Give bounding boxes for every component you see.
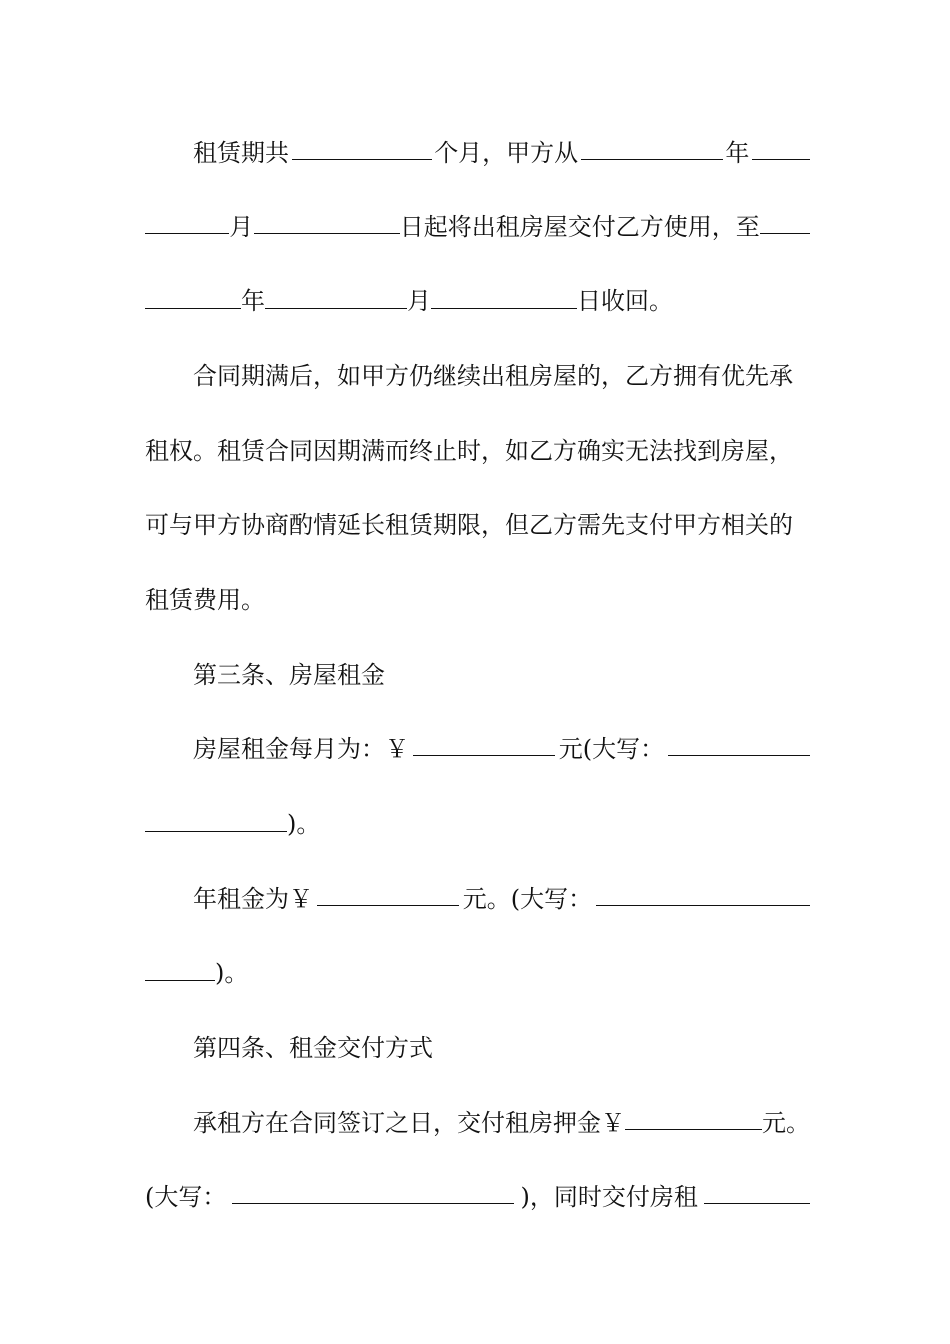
month-label: 月 [229, 213, 254, 241]
start-month-blank[interactable] [145, 211, 229, 234]
lease-term-line-3 [145, 285, 810, 317]
year-label: 年 [725, 139, 750, 167]
renewal-line-2: 租权。租赁合同因期满而终止时，如乙方确实无法找到房屋， [145, 437, 793, 465]
lease-term-text: 个月，甲方从 [434, 139, 579, 167]
year-label: 年 [241, 287, 265, 315]
annual-rent-amount-blank[interactable] [317, 883, 459, 906]
annual-rent-close: )。 [215, 959, 249, 987]
months-blank[interactable] [292, 137, 432, 160]
article-4-heading: 第四条、租金交付方式 [193, 1034, 433, 1062]
annual-rent-text: 元。(大写： [462, 885, 593, 913]
lease-term-line-1 [193, 137, 810, 169]
renewal-line-1: 合同期满后，如甲方仍继续出租房屋的，乙方拥有优先承 [193, 362, 793, 390]
lease-term-text: 日起将出租房屋交付乙方使用，至 [399, 213, 760, 241]
start-day-blank[interactable] [254, 211, 400, 234]
annual-rent-words-blank-cont[interactable] [145, 958, 215, 981]
annual-rent-words-blank[interactable] [596, 883, 810, 906]
deposit-line [193, 1107, 810, 1139]
deposit-text: (大写： [145, 1183, 227, 1211]
end-year-blank-cont[interactable] [145, 286, 241, 309]
end-day-blank[interactable] [431, 286, 577, 309]
lease-term-text: 日收回。 [577, 287, 673, 315]
start-year-blank-cont[interactable] [752, 137, 810, 160]
deposit-text: )，同时交付房租 [520, 1183, 698, 1211]
annual-rent-line-2 [145, 957, 810, 989]
renewal-line-3: 可与甲方协商酌情延长租赁期限，但乙方需先支付甲方相关的 [145, 511, 793, 539]
deposit-words-blank[interactable] [232, 1181, 514, 1204]
monthly-rent-line [193, 733, 810, 765]
deposit-text: 承租方在合同签订之日，交付租房押金￥ [193, 1109, 625, 1137]
monthly-rent-text: 房屋租金每月为：￥ [193, 735, 409, 763]
deposit-line-2 [145, 1181, 810, 1213]
start-year-blank[interactable] [581, 137, 723, 160]
renewal-line-4: 租赁费用。 [145, 586, 265, 614]
lease-term-text: 租赁期共 [193, 139, 289, 167]
end-year-blank[interactable] [760, 211, 810, 234]
monthly-rent-amount-blank[interactable] [413, 733, 555, 756]
monthly-rent-words-blank-cont[interactable] [145, 809, 287, 832]
monthly-rent-line-2 [145, 808, 810, 840]
monthly-rent-close: )。 [287, 810, 321, 838]
lease-term-line-2 [145, 211, 810, 243]
article-3-heading: 第三条、房屋租金 [193, 661, 385, 689]
rent-payment-blank[interactable] [704, 1181, 810, 1204]
month-label: 月 [407, 287, 431, 315]
annual-rent-text: 年租金为￥ [193, 885, 313, 913]
deposit-amount-blank[interactable] [625, 1107, 762, 1130]
end-month-blank[interactable] [265, 286, 407, 309]
monthly-rent-text: 元(大写： [558, 735, 665, 763]
deposit-text: 元。 [762, 1109, 810, 1137]
monthly-rent-words-blank[interactable] [668, 733, 810, 756]
annual-rent-line [193, 883, 810, 915]
